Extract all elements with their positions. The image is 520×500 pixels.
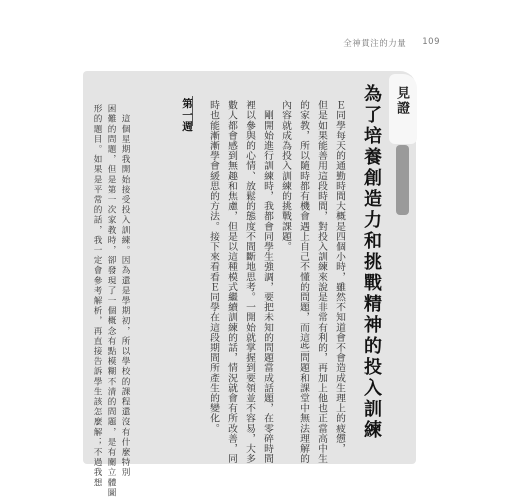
paragraph-2: 剛開始進行訓練時，我都會同學生強調，要把未知的問題當成話題，在零碎時間 裡以參與的心情、放鬆的態度不間斷地思考。一開始就掌握到要領並不容易，大多 數人都會感到無趣和焦慮，但是以這種模式繼續訓練的話，情況就會有所改善，同 時也能漸漸學會緩思的方法。接下來看看Ｅ同學在這段期間所產生的變化。 <box>208 100 273 464</box>
paragraph-1: Ｅ同學每天的通勤時間大概是四個小時，雖然不知道會不會造成生理上的疲憊， 但是如果能善用這段時間，對投入訓練來說是非常有利的，再加上他也正當高中生 的家教，所以隨時都有機會遇上自己不懂的問題，而這些問題和課堂中無法理解的 內容就成為投入訓練的挑戰課題。 <box>280 100 345 464</box>
article-title: 為了培養創造力和挑戰精神的投入訓練 <box>361 84 382 441</box>
running-header <box>343 37 440 49</box>
article-body <box>204 100 348 464</box>
section-text: 這個星期我開始接受投入訓練。因為還是學期初，所以學校的課程還沒有什麼特別 困難的問題，但是第一次家教時，卻發現了一個概念有點模糊不清的問題，是有關立體圖 形的題目。如果是平常的話，我一定會參考解析，再直接告訴學生該怎麼解；不過我想 <box>92 104 130 498</box>
chapter-tab-label: 見證 <box>394 86 409 116</box>
tab-indicator-bar <box>396 145 409 215</box>
chapter-title: 全神貫注的力量 <box>343 39 407 49</box>
section-heading: 第一週 <box>181 98 193 133</box>
page-number: 109 <box>422 37 440 47</box>
